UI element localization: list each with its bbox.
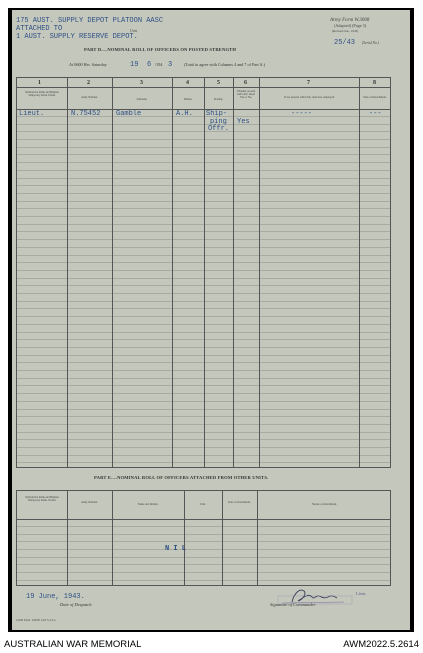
col-5-heading: Posting. [213,98,224,101]
col-5-number: 5 [217,80,220,86]
part-d-title: PART D.—NOMINAL ROLL OF OFFICERS ON POSTED STRENGTH [84,47,237,52]
part-e-title: PART E.—NOMINAL ROLL OF OFFICERS ATTACHED FROM OTHER UNITS. [94,475,269,480]
row1-present: Yes [237,118,250,126]
date-year-digit: 3 [168,60,173,69]
col-4-number: 4 [186,80,189,86]
part-d-table [16,77,391,468]
date-month: 6 [147,60,152,69]
unit-line-1: 175 AUST. SUPPLY DEPOT PLATOON AASC [16,17,164,25]
e-col-6-heading: Nature of Attachment. [312,503,337,506]
archive-name: AUSTRALIAN WAR MEMORIAL [4,639,142,650]
e-col-1-heading: Substantive Rank and Highest Temporary Rank, if held. [25,496,59,503]
form-number: Army Form W.3008 [330,18,370,23]
e-col-4-heading: Unit. [200,503,206,506]
row1-initials: A.H. [176,110,193,118]
unit-label: Unit [130,28,138,33]
archive-reference: AWM2022.5.2614 [343,639,419,650]
col-8-number: 8 [373,80,376,86]
row1-employed: ----- [291,110,313,118]
col-7-number: 7 [307,80,310,86]
despatch-label: Date of Despatch [60,602,92,607]
part-e-table [16,490,391,586]
archive-caption-bar [0,634,423,653]
col-1-number: 1 [38,80,41,86]
nil-entry: N I L [165,545,187,553]
serial-number: 25/43 [334,39,356,47]
col-3-heading: Surname. [136,98,148,101]
e-col-3-heading: Name and Initials. [137,503,159,506]
col-8-heading: Date of Detachment. [363,96,387,99]
unit-line-3: 1 AUST. SUPPLY RESERVE DEPOT. [16,33,138,41]
row1-rank: Lieut. [19,110,45,118]
date-year-prefix: /194 [155,62,163,67]
row1-detachment-date: --- [369,110,382,118]
row1-posting-2: ping [210,117,227,126]
col-2-heading: Army Number. [81,96,98,99]
col-6-heading: Whether present with Unit. Insert Yes or No. [236,90,256,100]
e-col-5-heading: Date of Attachment. [228,501,251,504]
total-note: (Total to agree with Columns 4 and 7 of Part A.) [184,62,265,67]
row1-army-number: N.75452 [71,110,101,118]
form-revised: (Revised Jan., 1943) [332,28,359,33]
e-col-2-heading: Army Number. [81,501,98,504]
serial-label: (Serial No.) [362,41,379,45]
despatch-date: 19 June, 1943. [26,593,85,601]
col-6-number: 6 [244,80,247,86]
col-4-heading: Initials. [183,98,193,101]
unit-line-2: ATTACHED TO [16,25,63,33]
row1-surname: Gamble [116,110,142,118]
col-1-heading: Substantive Rank and Highest Temporary Rank if held. [25,91,59,98]
date-day: 19 [130,60,139,69]
signature-label: Signature of Commander [270,602,316,607]
col-2-number: 2 [87,80,90,86]
signature-rank: Lieut. [356,591,367,596]
at-hours-label: At 0600 Hrs. Saturday [69,62,107,67]
col-3-number: 3 [140,80,143,86]
row1-posting-3: Offr. [208,125,230,133]
row1-posting-1: Ship- [206,110,228,118]
col-7-heading: If not present with Unit, state how employed. [284,96,335,99]
document-backing [8,8,414,632]
printer-note: 2,000 Pads. 10038 1/43 S.T.Co. [16,618,57,622]
form-adapted: (Adapted) (Page 3) [334,23,367,28]
army-form-page [12,10,410,630]
